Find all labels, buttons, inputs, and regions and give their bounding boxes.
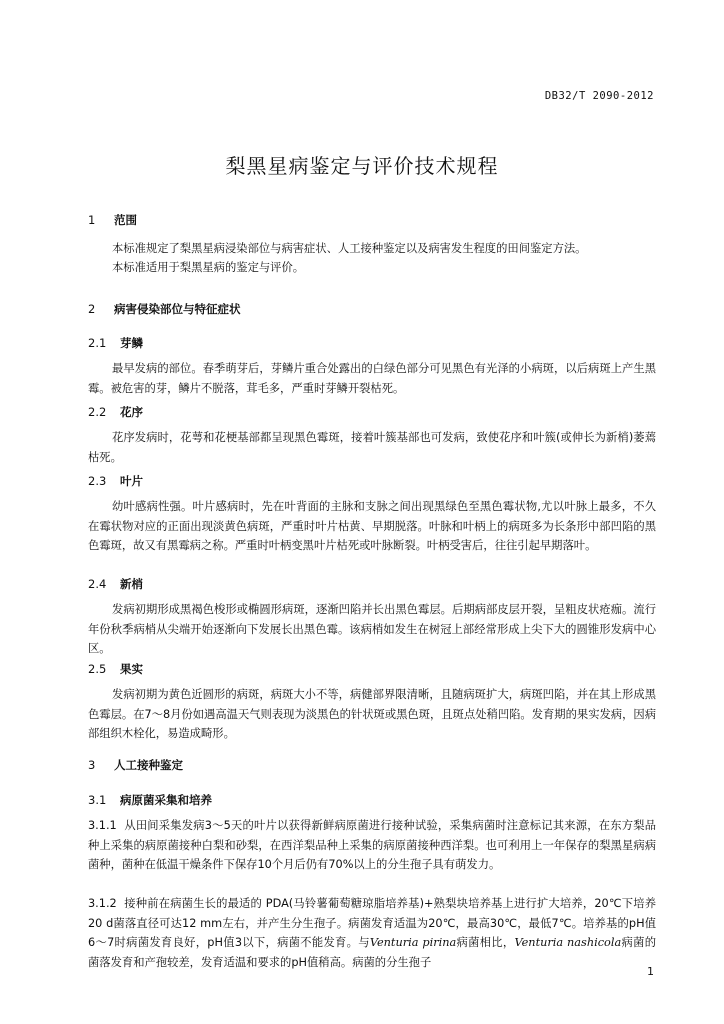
subsection-number: 2.2 <box>88 405 107 419</box>
clause-text-part-2: 病菌相比， <box>456 936 515 949</box>
section-1-heading <box>88 212 137 228</box>
subsection-number: 2.3 <box>88 474 107 488</box>
subsection-2-1-paragraph: 最早发病的部位。春季萌芽后，芽鳞片重合处露出的白绿色部分可见黑色有光泽的小病斑，以后病斑上产生黑霉。被危害的芽，鳞片不脱落，茸毛多，严重时芽鳞开裂枯死。 <box>88 362 656 395</box>
section-title: 范围 <box>114 213 137 227</box>
clause-text: 从田间采集发病3～5天的叶片以获得新鲜病原菌进行接种试验，采集病菌时注意标记其来源，在东方梨品种上采集的病原菌接种白梨和砂梨，在西洋梨品种上采集的病原菌接种西洋梨。也可利用上一年保存的梨黑星病病菌种，菌种在低温干燥条件下保存10个月后仍有70%以上的分生孢子具有萌发力。 <box>88 819 656 871</box>
subsection-title: 新梢 <box>120 577 143 591</box>
subsection-title: 病原菌采集和培养 <box>120 793 212 807</box>
page-number: 1 <box>647 965 654 978</box>
subsection-2-4-heading <box>88 576 143 592</box>
subsection-title: 花序 <box>120 405 143 419</box>
clause-3-1-1 <box>88 816 656 875</box>
clause-text-part-3: 病菌的菌落发育和产孢较差，发育适温和要求的pH值稍高。病菌的分生孢子 <box>88 936 656 969</box>
clause-number: 3.1.1 <box>88 819 117 832</box>
species-name-nashicola: Venturia nashicola <box>514 936 622 949</box>
subsection-2-5-paragraph: 发病初期为黄色近圆形的病斑，病斑大小不等，病健部界限清晰，且随病斑扩大，病斑凹陷，并在其上形成黑色霉层。在7～8月份如遇高温天气则表现为淡黑色的针状斑或黑色斑，且斑点处稍凹陷。发育期的果实发病，因病部组织木栓化，易造成畸形。 <box>88 688 656 740</box>
subsection-2-5-heading <box>88 661 143 677</box>
clause-number: 3.1.2 <box>88 897 117 910</box>
subsection-title: 果实 <box>120 662 143 676</box>
subsection-number: 2.5 <box>88 662 107 676</box>
standard-number: DB32/T 2090-2012 <box>544 90 654 102</box>
species-name-pirina: Venturia pirina <box>369 936 457 949</box>
clause-3-1-2 <box>88 894 656 972</box>
subsection-number: 2.4 <box>88 577 107 591</box>
document-title: 梨黑星病鉴定与评价技术规程 <box>225 154 499 178</box>
subsection-2-1-heading <box>88 335 143 351</box>
subsection-2-3-paragraph: 幼叶感病性强。叶片感病时，先在叶背面的主脉和支脉之间出现黑绿色至黑色霉状物,尤以叶脉上最多，不久在霉状物对应的正面出现淡黄色病斑，严重时叶片枯黄、早期脱落。叶脉和叶柄上的病斑多为长条形中部凹陷的黑色霉斑，故又有黑霉病之称。严重时叶柄变黑叶片枯死或叶脉断裂。叶柄受害后，往往引起早期落叶。 <box>88 500 656 552</box>
subsection-title: 叶片 <box>120 474 143 488</box>
section-2-heading <box>88 301 241 317</box>
subsection-number: 2.1 <box>88 336 107 350</box>
section-number: 2 <box>88 302 96 316</box>
subsection-title: 芽鳞 <box>120 336 143 350</box>
section-1-paragraph-1: 本标准规定了梨黑星病浸染部位与病害症状、人工接种鉴定以及病害发生程度的田间鉴定方法。 <box>112 242 587 255</box>
section-number: 1 <box>88 213 96 227</box>
section-title: 人工接种鉴定 <box>114 758 183 772</box>
subsection-number: 3.1 <box>88 793 107 807</box>
subsection-3-1-heading <box>88 792 212 808</box>
subsection-2-4-paragraph: 发病初期形成黑褐色梭形或椭圆形病斑，逐渐凹陷并长出黑色霉层。后期病部皮层开裂，呈粗皮状疮痂。流行年份秋季病梢从尖端开始逐渐向下发展长出黑色霉。该病梢如发生在树冠上部经常形成上尖下大的圆锥形发病中心区。 <box>88 603 656 655</box>
clause-text-part-1: 接种前在病菌生长的最适的 PDA(马铃薯葡萄糖琼脂培养基)+熟梨块培养基上进行扩大培养，20℃下培养20 d菌落直径可达12 mm左右，并产生分生孢子。病菌发育适温为20℃，最高30℃，最低7℃。培养基的pH值6～7时病菌发育良好，pH值3以下，病菌不能发育。与 <box>88 897 656 949</box>
section-3-heading <box>88 757 183 773</box>
subsection-2-2-paragraph: 花序发病时，花萼和花梗基部都呈现黑色霉斑，接着叶簇基部也可发病，致使花序和叶簇(或伸长为新梢)萎蔫枯死。 <box>88 431 656 464</box>
section-title: 病害侵染部位与特征症状 <box>114 302 241 316</box>
section-1-paragraph-2: 本标准适用于梨黑星病的鉴定与评价。 <box>112 261 305 274</box>
subsection-2-2-heading <box>88 404 143 420</box>
section-number: 3 <box>88 758 96 772</box>
subsection-2-3-heading <box>88 473 143 489</box>
